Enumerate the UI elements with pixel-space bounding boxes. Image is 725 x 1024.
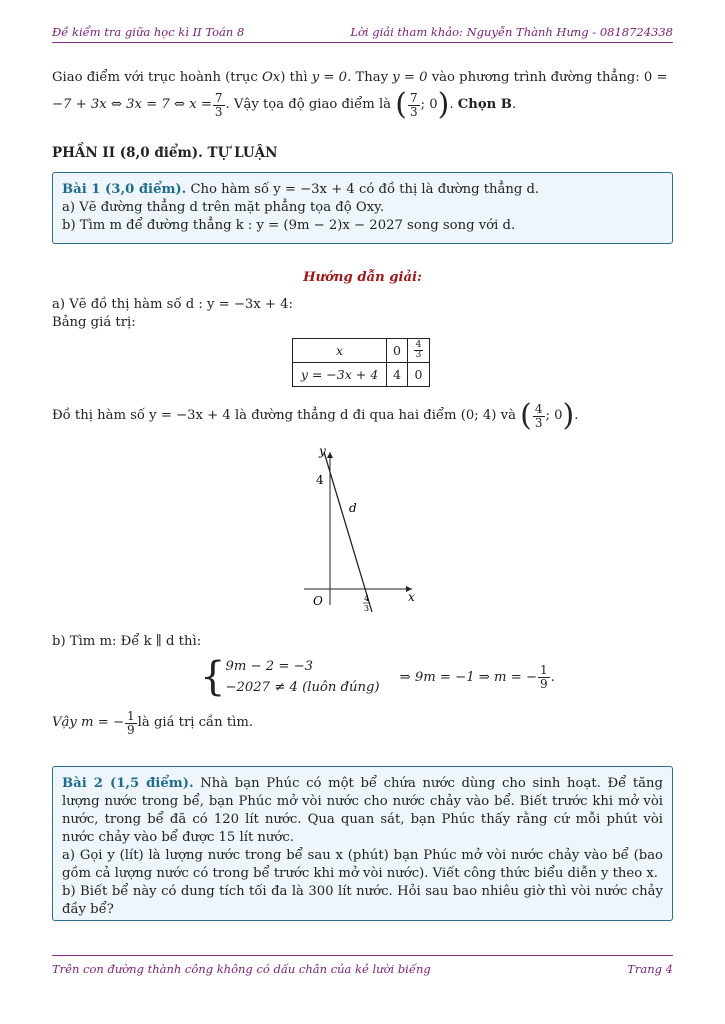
y-tick-label: 4 bbox=[316, 473, 324, 487]
table-row: y = −3x + 4 4 0 bbox=[293, 363, 430, 387]
x-axis-label: x bbox=[408, 590, 415, 604]
problem-1-statement: Bài 1 (3,0 điểm). Cho hàm số y = −3x + 4 có đồ thị là đường thẳng d. bbox=[62, 182, 540, 197]
table-row: x 0 $\frac{4}{3}$ bbox=[293, 339, 430, 363]
equation-system: { 9m − 2 = −3 −2027 ≠ 4 (luôn đúng) ⇒ 9m = −1 ⇒ m = − $\frac{1}{9}$ . bbox=[200, 654, 555, 700]
origin-label: O bbox=[313, 594, 323, 608]
section-title: PHẦN II (8,0 điểm). TỰ LUẬN bbox=[52, 145, 278, 161]
page-number: Trang 4 bbox=[627, 962, 673, 976]
value-table bbox=[292, 338, 430, 387]
header-left: Đề kiểm tra giữa học kì II Toán 8 bbox=[52, 25, 245, 39]
system-result: ⇒ 9m = −1 ⇒ m = − $\frac{1}{9}$ . bbox=[399, 662, 555, 691]
conclusion: Vậy m = − $\frac{1}{9}$ là giá trị cần tìm. bbox=[52, 708, 254, 737]
intro-line-1: Giao điểm với trục hoành (trục Ox) thì y = 0. Thay y = 0 vào phương trình đường thẳng: 0 = bbox=[52, 70, 668, 85]
y-axis-label: y bbox=[319, 444, 326, 458]
y-axis-arrow bbox=[327, 452, 333, 458]
problem-1-part-b: b) Tìm m để đường thẳng k : y = (9m − 2)x − 2027 song song với d. bbox=[62, 218, 516, 233]
header-rule bbox=[52, 42, 673, 43]
problem-1-box bbox=[52, 172, 673, 244]
problem-2-statement: Bài 2 (1,5 điểm). Nhà bạn Phúc có một bể chứa nước dùng cho sinh hoạt. Để tăng lượng nước trong bể, bạn Phúc mở vòi nước cho nước chảy vào bể. Biết trước khi mở vòi nước, trong bể đã có 120 lít nước. Qua quan sát, bạn Phúc thấy rằng cứ mỗi phút vòi nước chảy vào bể được 15 lít nước. bbox=[62, 776, 663, 845]
system-equation-2: −2027 ≠ 4 (luôn đúng) bbox=[225, 680, 380, 695]
problem-2-part-b: b) Biết bể này có dung tích tối đa là 300 lít nước. Hỏi sau bao nhiêu giờ thì vòi nước chảy đầy bể? bbox=[62, 884, 663, 917]
system-equation-1: 9m − 2 = −3 bbox=[225, 659, 314, 674]
line-graph bbox=[290, 440, 430, 620]
fraction: $\frac{7}{3}$ bbox=[214, 90, 223, 119]
answer-choice: Chọn B bbox=[457, 97, 512, 112]
table-caption: Bảng giá trị: bbox=[52, 315, 136, 330]
footer-left: Trên con đường thành công không có dấu chân của kẻ lười biếng bbox=[52, 962, 431, 976]
solution-part-a: a) Vẽ đồ thị hàm số d : y = −3x + 4: bbox=[52, 297, 294, 312]
graph-description: Đồ thị hàm số y = −3x + 4 là đường thẳng d đi qua hai điểm (0; 4) và ( $\frac{4}{3}$ ; 0 ) . bbox=[52, 398, 579, 433]
header-right: Lời giải tham khảo: Nguyễn Thành Hưng - 0818724338 bbox=[350, 25, 673, 39]
solution-heading: Hướng dẫn giải: bbox=[303, 270, 422, 285]
solution-part-b: b) Tìm m: Để k ∥ d thì: bbox=[52, 634, 202, 649]
x-tick-label-num: 4 bbox=[364, 594, 370, 603]
line-d bbox=[324, 452, 372, 612]
x-tick-label-den: 3 bbox=[364, 604, 370, 613]
intro-line-2: −7 + 3x ⇔ 3x = 7 ⇔ x = $\frac{7}{3}$ . Vậy tọa độ giao điểm là ( $\frac{7}{3}$ ; 0 ) . Chọn B . bbox=[52, 87, 517, 122]
footer-rule bbox=[52, 955, 673, 956]
problem-1-part-a: a) Vẽ đường thẳng d trên mặt phẳng tọa độ Oxy. bbox=[62, 200, 385, 215]
line-label: d bbox=[349, 501, 357, 515]
problem-2-box bbox=[52, 766, 673, 921]
problem-2-part-a: a) Gọi y (lít) là lượng nước trong bể sau x (phút) bạn Phúc mở vòi nước chảy vào bể (bao gồm cả lượng nước có trong bể trước khi mở vòi nước). Viết công thức biểu diễn y theo x. bbox=[62, 848, 663, 881]
